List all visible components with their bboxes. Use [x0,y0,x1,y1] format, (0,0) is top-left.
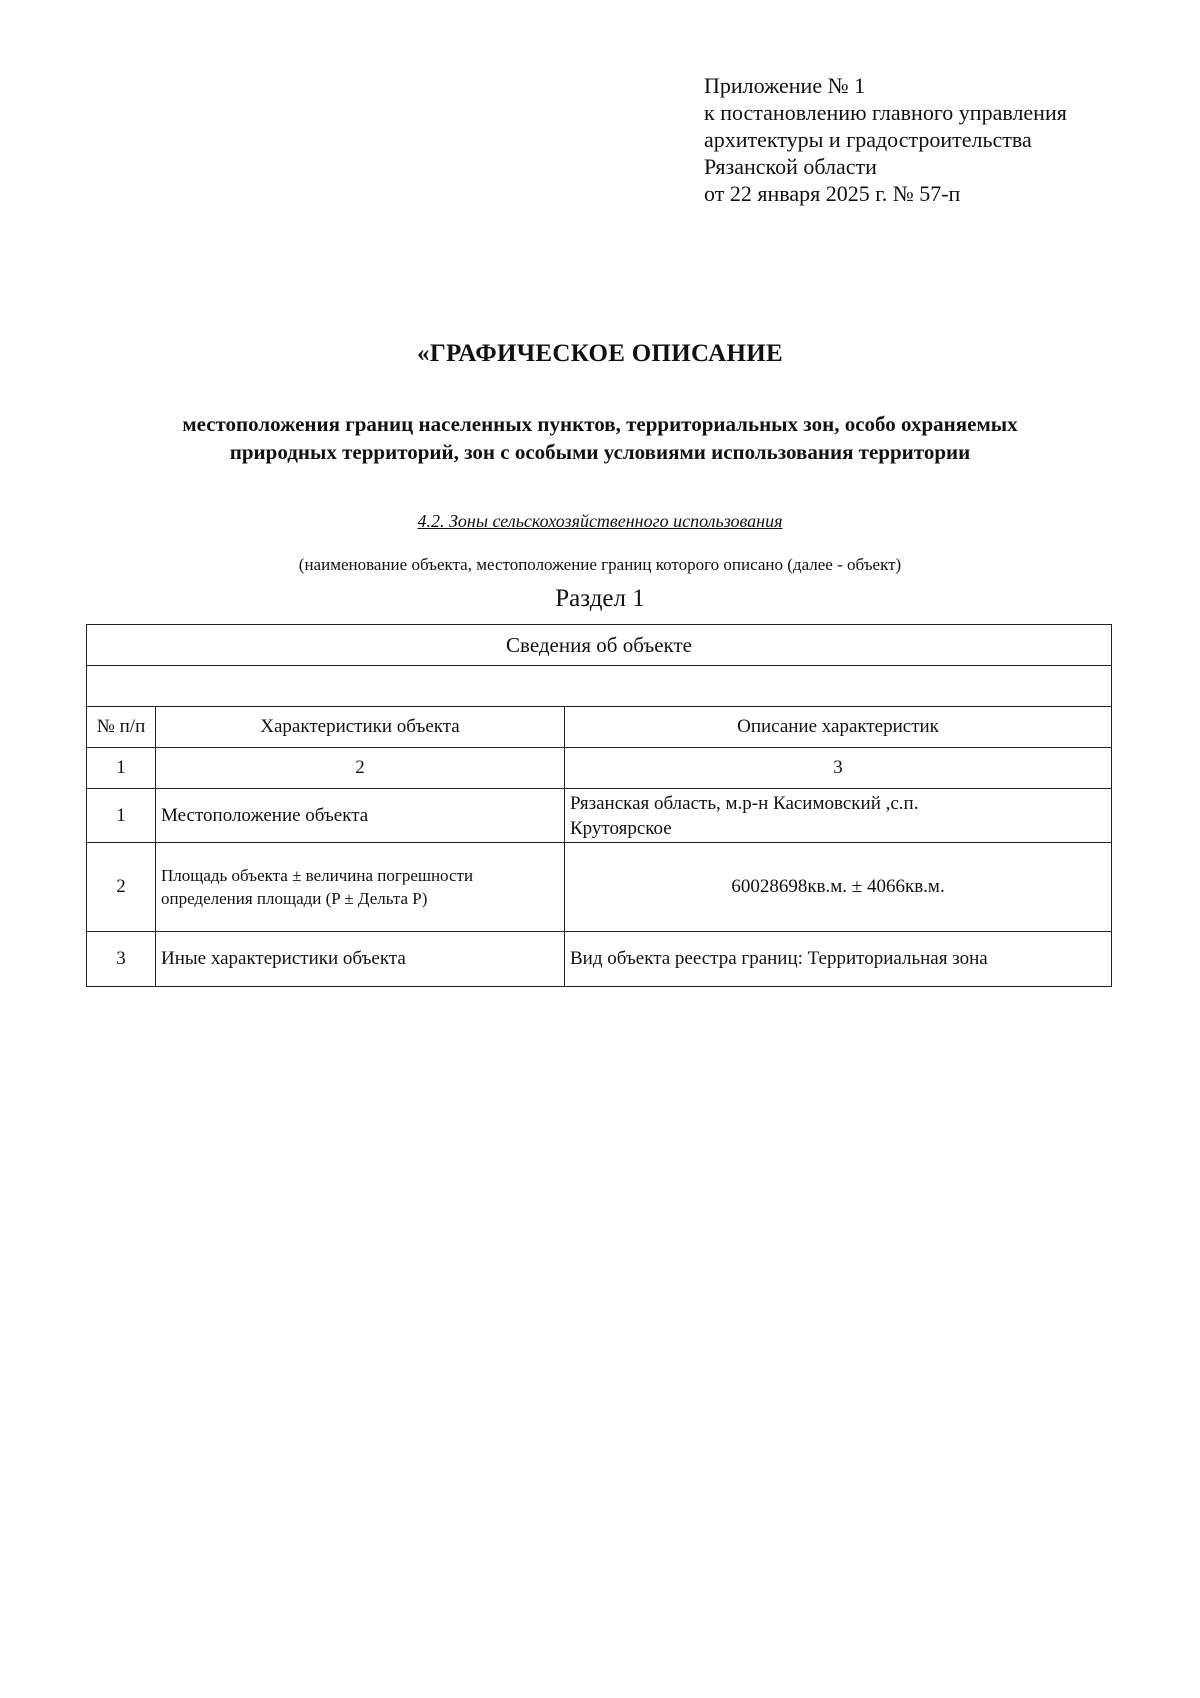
row-description-line: Крутоярское [570,817,672,839]
table-empty-cell [87,666,1112,707]
header-num: № п/п [87,707,156,748]
table-row [87,843,1112,932]
zone-name: 4.2. Зоны сельскохозяйственного использования [417,511,783,531]
subtitle-line: природных территорий, зон с особыми условиями использования территории [229,440,971,464]
table-caption-row [87,625,1112,666]
row-characteristic: Иные характеристики объекта [156,932,565,987]
subtitle-line: местоположения границ населенных пунктов, территориальных зон, особо охраняемых [182,412,1018,436]
appendix-block [704,72,1067,207]
row-characteristic: Местоположение объекта [156,789,565,843]
table-empty-row [87,666,1112,707]
column-number: 1 [87,748,156,789]
table-row [87,789,1112,843]
appendix-line: Рязанской области [704,154,877,179]
table-header-row [87,707,1112,748]
row-description: Вид объекта реестра границ: Территориальная зона [565,932,1112,987]
column-number: 3 [565,748,1112,789]
header-characteristic: Характеристики объекта [156,707,565,748]
row-description-line: Рязанская область, м.р-н Касимовский ,с.п. [570,792,919,814]
section-title: Раздел 1 [555,585,645,612]
appendix-line: от 22 января 2025 г. № 57-п [704,181,961,206]
table-column-numbers-row [87,748,1112,789]
row-description [565,789,1112,843]
row-num: 1 [87,789,156,843]
appendix-line: к постановлению главного управления [704,100,1067,125]
row-characteristic-line: определения площади (P ± Дельта P) [161,889,428,908]
table-row [87,932,1112,987]
object-info-table [86,624,1112,987]
table-caption: Сведения об объекте [87,625,1112,666]
zone-caption: (наименование объекта, местоположение границ которого описано (далее - объект) [298,555,902,574]
header-description: Описание характеристик [565,707,1112,748]
appendix-line: Приложение № 1 [704,73,866,98]
row-num: 3 [87,932,156,987]
appendix-line: архитектуры и градостроительства [704,127,1032,152]
column-number: 2 [156,748,565,789]
row-characteristic-line: Площадь объекта ± величина погрешности [161,866,474,885]
row-characteristic [156,843,565,932]
document-title: «ГРАФИЧЕСКОЕ ОПИСАНИЕ [417,340,783,367]
row-num: 2 [87,843,156,932]
row-description: 60028698кв.м. ± 4066кв.м. [565,843,1112,932]
document-subtitle [60,410,1140,466]
